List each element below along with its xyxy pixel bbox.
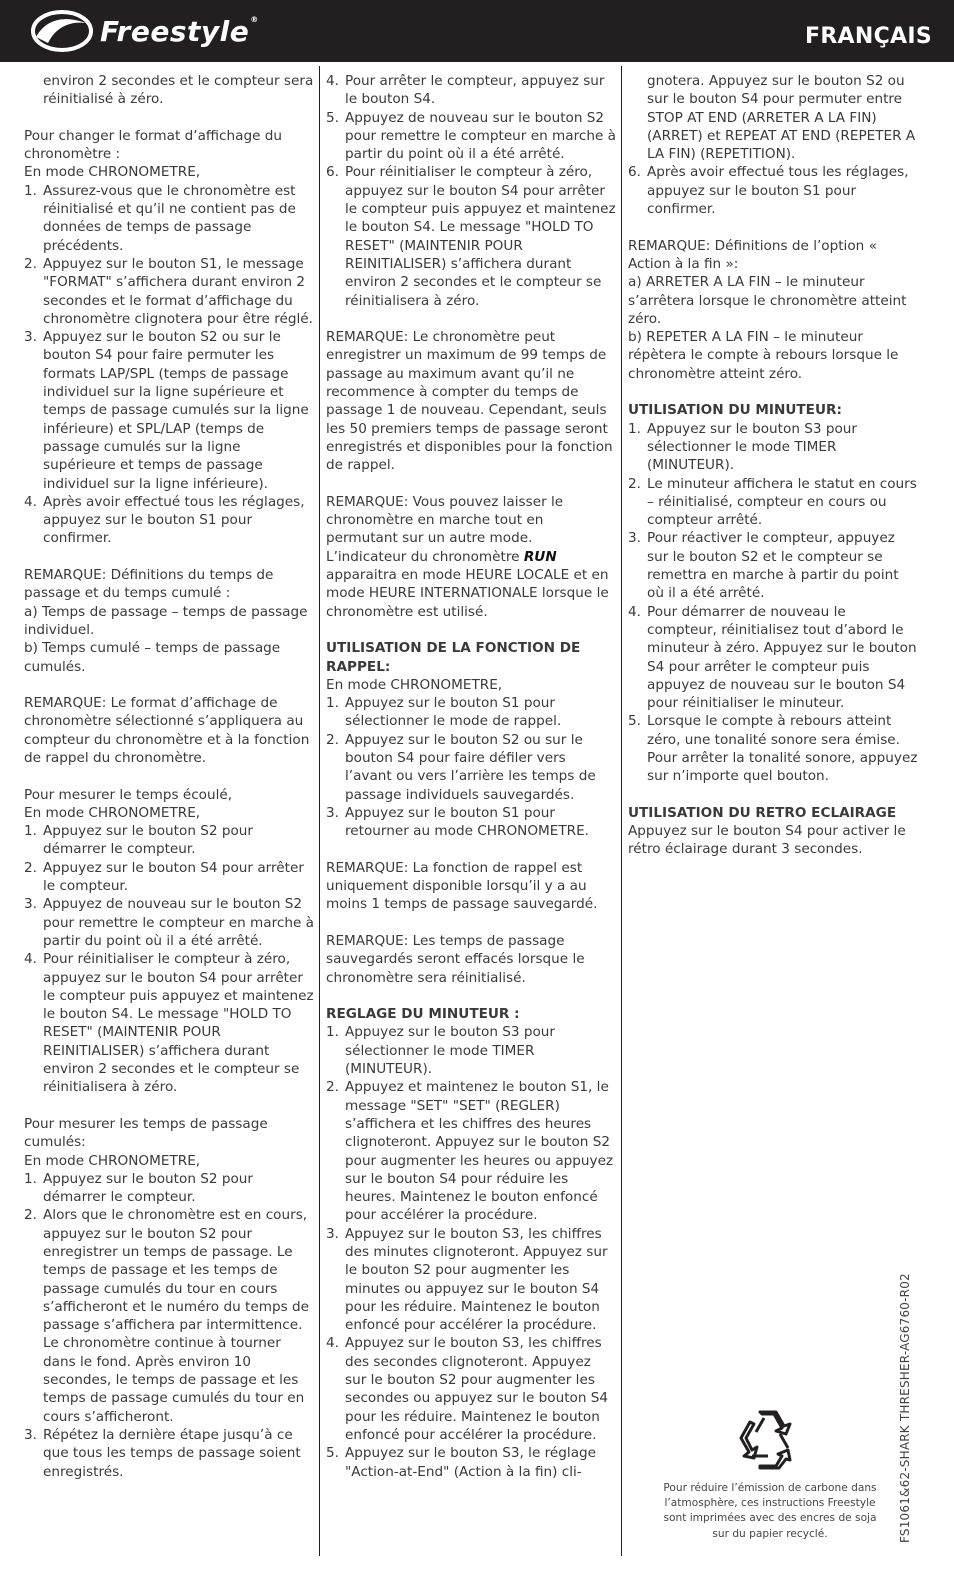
list-item: 2. Appuyez et maintenez le bouton S1, le message "SET" "SET" (REGLER) s’affichera et les chiffres des heures clignoteront. Appuyez sur le bouton S2 pour augmenter les heures ou appuyez sur le bouton S4 pour réduire les heures. Maintenez le bouton enfoncé pour accélérer la procédure. bbox=[326, 1079, 614, 1224]
run-indicator: RUN bbox=[523, 548, 557, 565]
list-item: 1. Appuyez sur le bouton S2 pour démarrer le compteur. bbox=[24, 1170, 253, 1206]
elapsed-mode: En mode CHRONOMETRE, bbox=[24, 804, 201, 821]
language-label: FRANÇAIS bbox=[804, 24, 932, 49]
note-title: REMARQUE: Définitions du temps de passage et du temps cumulé : bbox=[24, 567, 274, 602]
list-item: 3. Appuyez sur le bouton S3, les chiffres des minutes clignoteront. Appuyez sur le bouton S2 pour augmenter les minutes ou appuyez sur le bouton S4 pour les réduire. Maintenez le bouton enfoncé pour accélérer la procédure. bbox=[326, 1225, 608, 1334]
note-paragraph: REMARQUE: Les temps de passage sauvegardés seront effacés lorsque le chronomètre sera réinitialisé. bbox=[326, 932, 585, 986]
list-item: 5. Appuyez sur le bouton S3, le réglage "Action-at-End" (Action à la fin) cli- bbox=[326, 1445, 597, 1480]
continued-text: gnotera. Appuyez sur le bouton S2 ou sur le bouton S4 pour permuter entre STOP AT END (ARRETER A LA FIN) (ARRET) et REPEAT AT END (REPETER A LA FIN) (REPETITION). bbox=[647, 73, 916, 163]
list-item: 3. Appuyez sur le bouton S2 ou sur le bouton S4 pour faire permuter les formats LAP/SPL (temps de passage individuel sur la ligne supérieure et temps de passage cumulés sur la ligne inférieure) et SPL/LAP (temps de passage cumulés sur la ligne supérieure et temps de passage individuel sur la ligne inférieure). bbox=[24, 329, 309, 492]
list-item: 1. Appuyez sur le bouton S1 pour sélectionner le mode de rappel. bbox=[326, 695, 562, 730]
note-paragraph: REMARQUE: La fonction de rappel est uniquement disponible lorsqu’il y a au moins 1 temps de passage sauvegardé. bbox=[326, 859, 598, 913]
list-item: 5. Lorsque le compte à rebours atteint zéro, une tonalité sonore sera émise. Pour arrêter la tonalité sonore, appuyez sur n’importe quel bouton. bbox=[628, 713, 918, 785]
column-2 bbox=[326, 72, 616, 1481]
note-item: b) REPETER A LA FIN – le minuteur répètera le compte à rebours lorsque le chronomètre atteint zéro. bbox=[628, 329, 899, 382]
list-item: 1. Appuyez sur le bouton S2 pour démarrer le compteur. bbox=[24, 823, 253, 858]
list-item: 3. Répétez la dernière étape jusqu’à ce que tous les temps de passage soient enregistrés. bbox=[24, 1426, 301, 1480]
list-item: 3. Appuyez sur le bouton S1 pour retourner au mode CHRONOMETRE. bbox=[326, 804, 589, 840]
cumul-mode: En mode CHRONOMETRE, bbox=[24, 1152, 201, 1169]
list-item: 6. Après avoir effectué tous les réglages, appuyez sur le bouton S1 pour confirmer. bbox=[628, 164, 909, 218]
column-1 bbox=[24, 72, 314, 1481]
list-item: 4. Après avoir effectué tous les réglages, appuyez sur le bouton S1 pour confirmer. bbox=[24, 493, 305, 547]
cumul-intro: Pour mesurer les temps de passage cumulés: bbox=[24, 1115, 268, 1151]
note-paragraph: REMARQUE: Vous pouvez laisser le chronomètre en marche tout en permutant sur un autre mode. L’indicateur du chronomètre RUN apparaitra en mode HEURE LOCALE et en mode HEURE INTERNATIONALE lorsque le chronomètre est utilisé. bbox=[326, 493, 609, 620]
elapsed-intro: Pour mesurer le temps écoulé, bbox=[24, 786, 233, 803]
list-item: 6. Pour réinitialiser le compteur à zéro, appuyez sur le bouton S4 pour arrêter le compteur puis appuyez et maintenez le bouton S4. Le message "HOLD TO RESET" (MAINTENIR POUR REINITIALISER) s’affichera durant environ 2 secondes et le compteur se réinitialisera à zéro. bbox=[326, 164, 616, 309]
section-heading: UTILISATION DE LA FONCTION DE RAPPEL: bbox=[326, 640, 581, 675]
section-heading: REGLAGE DU MINUTEUR : bbox=[326, 1006, 520, 1023]
list-item: 2. Appuyez sur le bouton S2 ou sur le bouton S4 pour faire défiler vers l’avant ou vers l’arrière les temps de passage individuels sauvegardés. bbox=[326, 731, 596, 803]
list-item: 4. Pour réinitialiser le compteur à zéro, appuyez sur le bouton S4 pour arrêter le compteur puis appuyez et maintenez le bouton S4. Le message "HOLD TO RESET" (MAINTENIR POUR REINITIALISER) s’affichera durant environ 2 secondes et le compteur se réinitialisera à zéro. bbox=[24, 951, 314, 1096]
page-header bbox=[0, 0, 954, 62]
note-item: b) Temps cumulé – temps de passage cumulés. bbox=[24, 640, 281, 675]
column-divider bbox=[319, 66, 320, 1556]
list-item: 2. Alors que le chronomètre est en cours, appuyez sur le bouton S2 pour enregistrer un temps de passage. Le temps de passage et les temps de passage cumulés du tour en cours s’afficheront et le numéro du temps de passage s’affichera par intermittence. Le chronomètre continue à tourner dans le fond. Après environ 10 secondes, le temps de passage et les temps de passage cumulés du tour en cours s’afficheront. bbox=[24, 1207, 309, 1425]
continued-text: environ 2 secondes et le compteur sera réinitialisé à zéro. bbox=[43, 73, 314, 108]
note-paragraph: REMARQUE: Le format d’affichage de chronomètre sélectionné s’appliquera au compteur du chronomètre et à la fonction de rappel du chronomètre. bbox=[24, 695, 310, 766]
list-item: 1. Appuyez sur le bouton S3 pour sélectionner le mode TIMER (MINUTEUR). bbox=[628, 420, 857, 474]
list-item: 1. Appuyez sur le bouton S3 pour sélectionner le mode TIMER (MINUTEUR). bbox=[326, 1024, 555, 1078]
continued-steps bbox=[628, 163, 918, 218]
recall-mode: En mode CHRONOMETRE, bbox=[326, 676, 503, 693]
list-item: 4. Pour démarrer de nouveau le compteur, réinitialisez tout d’abord le minuteur à zéro. Appuyez sur le bouton S4 pour arrêter le compteur puis appuyez de nouveau sur le bouton S4 pour réinitialiser le minuteur. bbox=[628, 603, 917, 712]
backlight-text: Appuyez sur le bouton S4 pour activer le rétro éclairage durant 3 secondes. bbox=[628, 823, 906, 858]
freestyle-logo-icon bbox=[30, 9, 94, 53]
list-item: 5. Appuyez de nouveau sur le bouton S2 pour remettre le compteur en marche à partir du point où il a été arrêté. bbox=[326, 109, 616, 163]
brand-name: Freestyle® bbox=[100, 14, 259, 48]
list-item: 4. Appuyez sur le bouton S3, les chiffres des secondes clignoteront. Appuyez sur le bouton S2 pour augmenter les secondes ou appuyez sur le bouton S4 pour les réduire. Maintenez le bouton enfoncé pour accélérer la procédure. bbox=[326, 1335, 609, 1443]
continued-steps bbox=[326, 72, 616, 310]
list-item: 2. Appuyez sur le bouton S1, le message "FORMAT" s’affichera durant environ 2 secondes et le format d’affichage du chronomètre clignotera pour être réglé. bbox=[24, 255, 313, 327]
cumul-steps bbox=[24, 1170, 314, 1481]
note-title: REMARQUE: Définitions de l’option « Action à la fin »: bbox=[628, 237, 877, 272]
timer-use-steps bbox=[628, 420, 918, 786]
note-paragraph: REMARQUE: Le chronomètre peut enregistrer un maximum de 99 temps de passage au maximum avant qu’il ne recommence à compter du temps de passage 1 de nouveau. Cependant, seuls les 50 premiers temps de passage seront enregistrés et disponibles pour la fonction de rappel. bbox=[326, 329, 613, 474]
list-item: 2. Appuyez sur le bouton S4 pour arrêter le compteur. bbox=[24, 859, 304, 895]
recycle-icon bbox=[732, 1404, 804, 1480]
list-item: 3. Pour réactiver le compteur, appuyez sur le bouton S2 et le compteur se remettra en marche à partir du point où il a été arrêté. bbox=[628, 530, 899, 602]
recall-steps bbox=[326, 694, 616, 840]
format-steps bbox=[24, 182, 314, 548]
document-code: FS1061&62-SHARK THRESHER-AG6760-R02 bbox=[898, 1273, 912, 1543]
column-divider bbox=[621, 66, 622, 1556]
elapsed-steps bbox=[24, 822, 314, 1096]
format-intro: Pour changer le format d’affichage du chronomètre : bbox=[24, 127, 283, 163]
column-3 bbox=[628, 72, 918, 877]
list-item: 1. Assurez-vous que le chronomètre est réinitialisé et qu’il ne contient pas de données de temps de passage précédents. bbox=[24, 182, 296, 254]
note-item: a) ARRETER A LA FIN – le minuteur s’arrêtera lorsque le chronomètre atteint zéro. bbox=[628, 274, 907, 327]
list-item: 4. Pour arrêter le compteur, appuyez sur le bouton S4. bbox=[326, 73, 605, 108]
format-mode: En mode CHRONOMETRE, bbox=[24, 164, 201, 181]
list-item: 3. Appuyez de nouveau sur le bouton S2 pour remettre le compteur en marche à partir du point où il a été arrêté. bbox=[24, 896, 314, 949]
section-heading: UTILISATION DU RETRO ECLAIRAGE bbox=[628, 804, 897, 821]
list-item: 2. Le minuteur affichera le statut en cours – réinitialisé, compteur en cours ou compteur arrêté. bbox=[628, 475, 917, 529]
note-item: a) Temps de passage – temps de passage individuel. bbox=[24, 603, 308, 638]
section-heading: UTILISATION DU MINUTEUR: bbox=[628, 402, 842, 419]
freestyle-logo bbox=[30, 8, 259, 54]
eco-note: Pour réduire l’émission de carbone dans l’atmosphère, ces instructions Freestyle sont imprimées avec des encres de soja sur du papier recyclé. bbox=[663, 1482, 877, 1540]
timer-set-steps bbox=[326, 1023, 616, 1480]
